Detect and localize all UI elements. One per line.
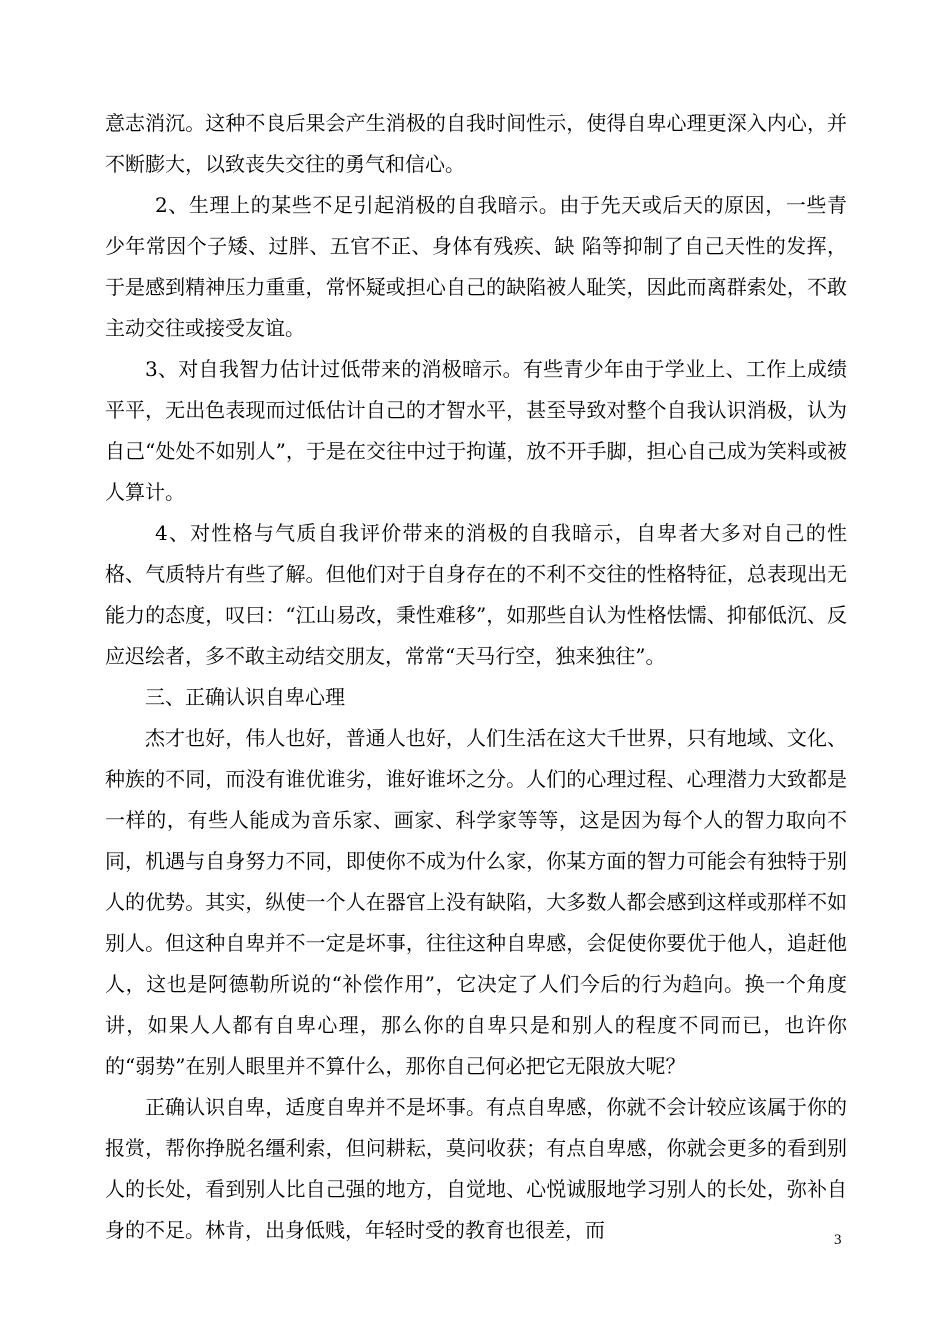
paragraph-continuation: 意志消沉。这种不良后果会产生消极的自我时间性示，使得自卑心理更深入内心，并不断膨大，以致丧失交往的勇气和信心。 [105, 111, 847, 176]
paragraph-body: 杰才也好，伟人也好，普通人也好，人们生活在这大千世界，只有地域、文化、种族的不同，而没有谁优谁劣，谁好谁坏之分。人们的心理过程、心理潜力大致都是一样的，有些人能成为音乐家、画家、科学家等等，这是因为每个人的智力取向不同，机遇与自身努力不同，即使你不成为什么家，你某方面的智力可能会有独特于别人的优势。其实，纵使一个人在器官上没有缺陷，大多数人都会感到这样或那样不如别人。但这种自卑并不一定是坏事，往往这种自卑感，会促使你要优于他人，追赶他人，这也是阿德勒所说的“补偿作用”，它决定了人们今后的行为趋向。换一个角度讲，如果人人都有自卑心理，那么你的自卑只是和别人的程度不同而已，也许你的“弱势”在别人眼里并不算什么，那你自己何必把它无限放大呢？ [105, 726, 847, 1078]
paragraph-point-3: 3、对自我智力估计过低带来的消极暗示。有些青少年由于学业上、工作上成绩平平，无出色表现而过低估计自己的才智水平，甚至导致对整个自我认识消极，认为自己“处处不如别人”，于是在交往中过于拘谨，放不开手脚，担心自己成为笑料或被人算计。 [105, 357, 847, 504]
paragraph-body: 正确认识自卑，适度自卑并不是坏事。有点自卑感，你就不会计较应该属于你的报赏，帮你挣脱名缰利索，但问耕耘，莫问收获；有点自卑感，你就会更多的看到别人的长处，看到别人比自己强的地方，自觉地、心悦诚服地学习别人的长处，弥补自身的不足。林肯，出身低贱，年轻时受的教育也很差，而 [105, 1095, 847, 1242]
paragraph-point-4: 4、对性格与气质自我评价带来的消极的自我暗示，自卑者大多对自己的性格、气质特片有些了解。但他们对于自身存在的不利不交往的性格特征，总表现出无能力的态度，叹曰：“江山易改，秉性难移”，如那些自认为性格怯懦、抑郁低沉、反应迟绘者，多不敢主动结交朋友，常常“天马行空，独来独往”。 [105, 521, 847, 668]
document-body [105, 103, 847, 1251]
paragraph-point-2: 2、生理上的某些不足引起消极的自我暗示。由于先天或后天的原因，一些青少年常因个子矮、过胖、五官不正、身体有残疾、缺 陷等抑制了自己天性的发挥，于是感到精神压力重重，常怀疑或担心自己的缺陷被人耻笑，因此而离群索处，不敢主动交往或接受友谊。 [105, 193, 847, 340]
page-number: 3 [834, 1232, 842, 1248]
section-heading: 三、正确认识自卑心理 [145, 685, 345, 709]
